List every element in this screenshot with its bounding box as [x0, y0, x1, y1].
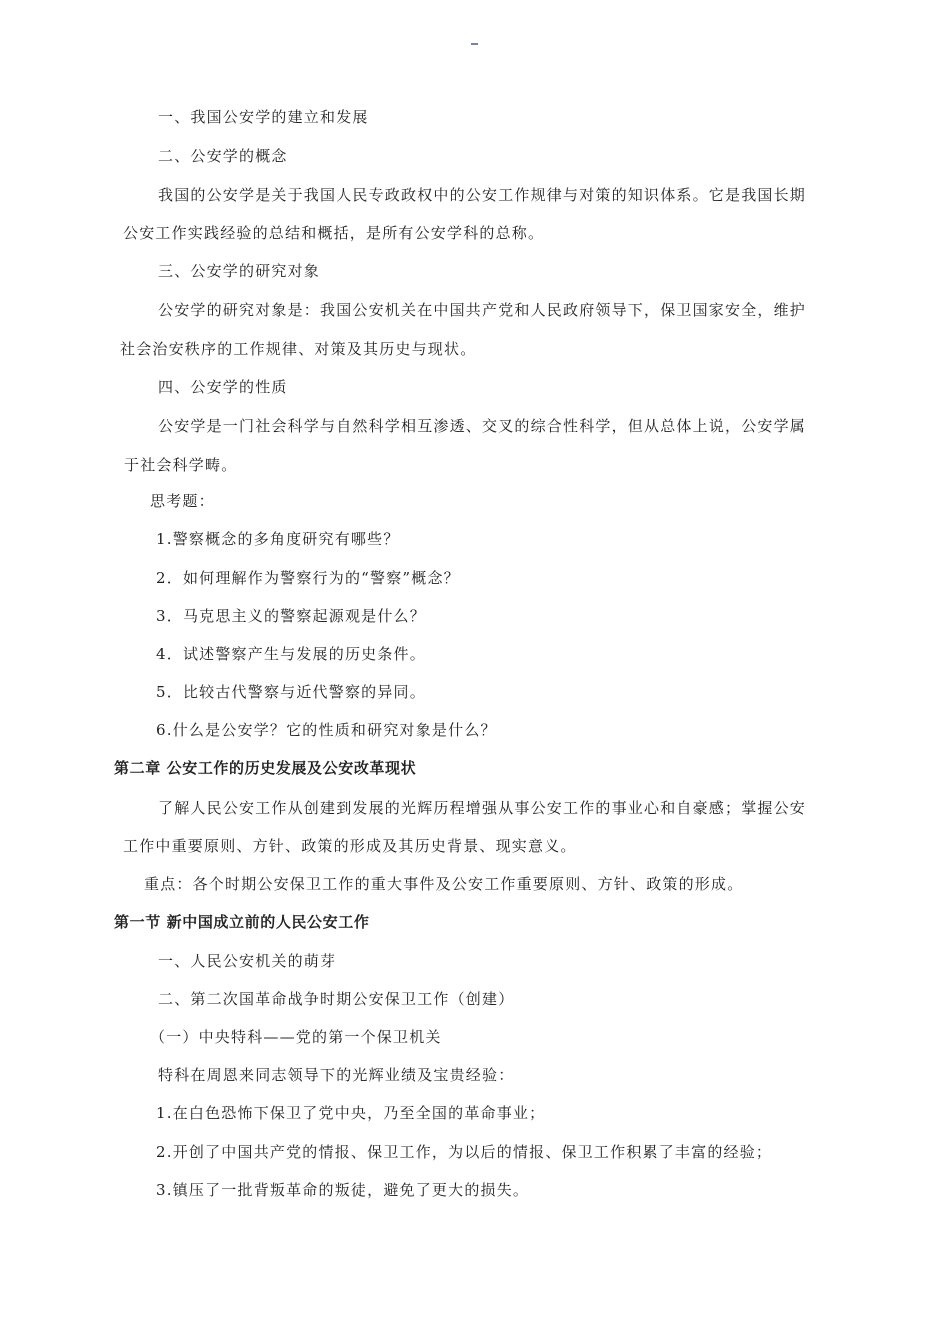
paragraph-line: 工作中重要原则、方针、政策的形成及其历史背景、现实意义。: [123, 837, 577, 855]
question-item: 1.警察概念的多角度研究有哪些？: [156, 530, 400, 548]
paragraph-line: 公安学是一门社会科学与自然科学相互渗透、交叉的综合性科学，但从总体上说，公安学属: [158, 417, 807, 435]
subheading-central-special: （一）中央特科——党的第一个保卫机关: [150, 1028, 442, 1046]
question-item: 3．马克思主义的警察起源观是什么？: [156, 607, 426, 625]
heading-research-object: 三、公安学的研究对象: [158, 262, 321, 280]
heading-concept: 二、公安学的概念: [158, 147, 288, 165]
paragraph-line: 于社会科学畴。: [124, 456, 238, 474]
paragraph-line: 公安学的研究对象是：我国公安机关在中国共产党和人民政府领导下，保卫国家安全，维护: [158, 301, 807, 319]
section-title: 第一节 新中国成立前的人民公安工作: [114, 913, 370, 931]
achievement-item: 1.在白色恐怖下保卫了党中央，乃至全国的革命事业；: [156, 1104, 546, 1122]
achievement-item: 2.开创了中国共产党的情报、保卫工作，为以后的情报、保卫工作积累了丰富的经验；: [156, 1143, 773, 1161]
question-item: 4．试述警察产生与发展的历史条件。: [156, 645, 426, 663]
question-item: 6.什么是公安学？它的性质和研究对象是什么？: [156, 721, 497, 739]
question-item: 5．比较古代警察与近代警察的异同。: [156, 683, 426, 701]
key-points: 重点：各个时期公安保卫工作的重大事件及公安工作重要原则、方针、政策的形成。: [144, 875, 744, 893]
heading-sprout: 一、人民公安机关的萌芽: [158, 952, 337, 970]
paragraph-line: 公安工作实践经验的总结和概括，是所有公安学科的总称。: [123, 224, 545, 242]
heading-nature: 四、公安学的性质: [158, 378, 288, 396]
paragraph-line: 社会治安秩序的工作规律、对策及其历史与现状。: [120, 340, 477, 358]
paragraph-line: 了解人民公安工作从创建到发展的光辉历程增强从事公安工作的事业心和自豪感；掌握公安: [158, 799, 807, 817]
questions-title: 思考题：: [150, 492, 215, 510]
achievement-item: 3.镇压了一批背叛革命的叛徒，避免了更大的损失。: [156, 1181, 530, 1199]
heading-establishment: 一、我国公安学的建立和发展: [158, 108, 369, 126]
question-item: 2．如何理解作为警察行为的“警察”概念？: [156, 569, 460, 587]
chapter-title: 第二章 公安工作的历史发展及公安改革现状: [114, 759, 417, 777]
header-mark: [471, 43, 478, 45]
heading-second-war: 二、第二次国革命战争时期公安保卫工作（创建）: [158, 990, 515, 1008]
paragraph-line: 特科在周恩来同志领导下的光辉业绩及宝贵经验：: [158, 1066, 515, 1084]
paragraph-line: 我国的公安学是关于我国人民专政政权中的公安工作规律与对策的知识体系。它是我国长期: [158, 186, 807, 204]
